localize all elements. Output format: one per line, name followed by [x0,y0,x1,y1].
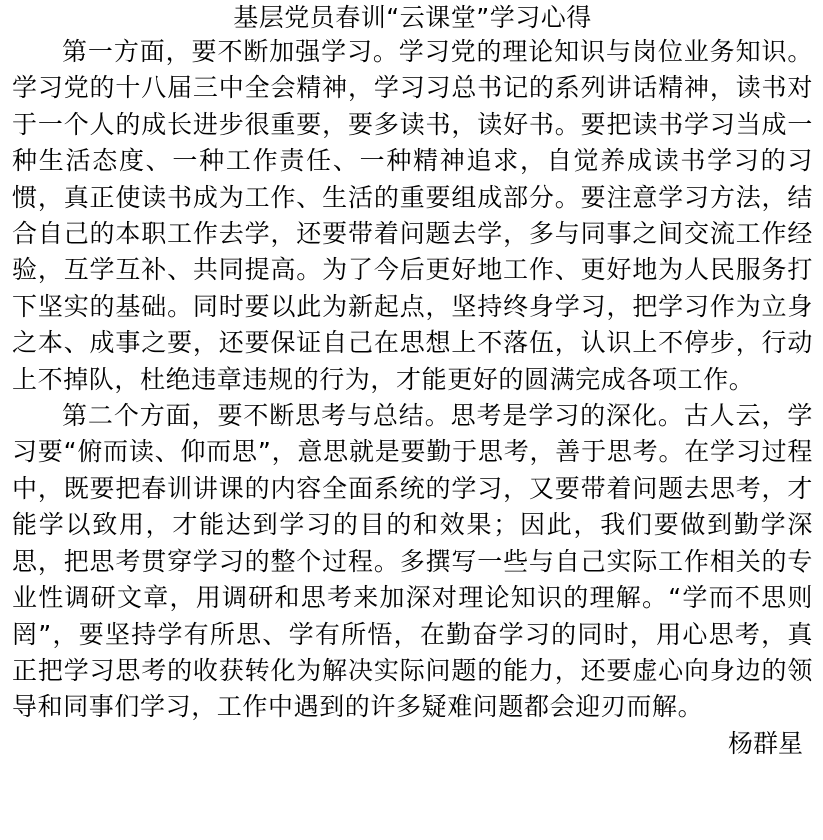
author-signature: 杨群星 [727,728,803,758]
document-title: 基层党员春训“云课堂”学习心得 [233,3,592,32]
paragraph-second-aspect: 第二个方面，要不断思考与总结。思考是学习的深化。古人云，学习要“俯而读、仰而思”，意思就是要勤于思考，善于思考。在学习过程中，既要把春训讲课的内容全面系统的学习，又要带着问题去思考，才能学以致用，才能达到学习的目的和效果；因此，我们要做到勤学深思，把思考贯穿学习的整个过程。多撰写一些与自己实际工作相关的专业性调研文章，用调研和思考来加深对理论知识的理解。“学而不思则罔”，要坚持学有所思、学有所悟，在勤奋学习的同时，用心思考，真正把学习思考的收获转化为解决实际问题的能力，还要虚心向身边的领导和同事们学习，工作中遇到的许多疑难问题都会迎刃而解。 [12,401,813,722]
paragraph-first-aspect: 第一方面，要不断加强学习。学习党的理论知识与岗位业务知识。学习党的十八届三中全会精神，学习习总书记的系列讲话精神，读书对于一个人的成长进步很重要，要多读书，读好书。要把读书学习当成一种生活态度、一种工作责任、一种精神追求，自觉养成读书学习的习惯，真正使读书成为工作、生活的重要组成部分。要注意学习方法，结合自己的本职工作去学，还要带着问题去学，多与同事之间交流工作经验，互学互补、共同提高。为了今后更好地工作、更好地为人民服务打下坚实的基础。同时要以此为新起点，坚持终身学习，把学习作为立身之本、成事之要，还要保证自己在思想上不落伍，认识上不停步，行动上不掉队，杜绝违章违规的行为，才能更好的圆满完成各项工作。 [12,37,813,394]
document-page [0,2,823,840]
